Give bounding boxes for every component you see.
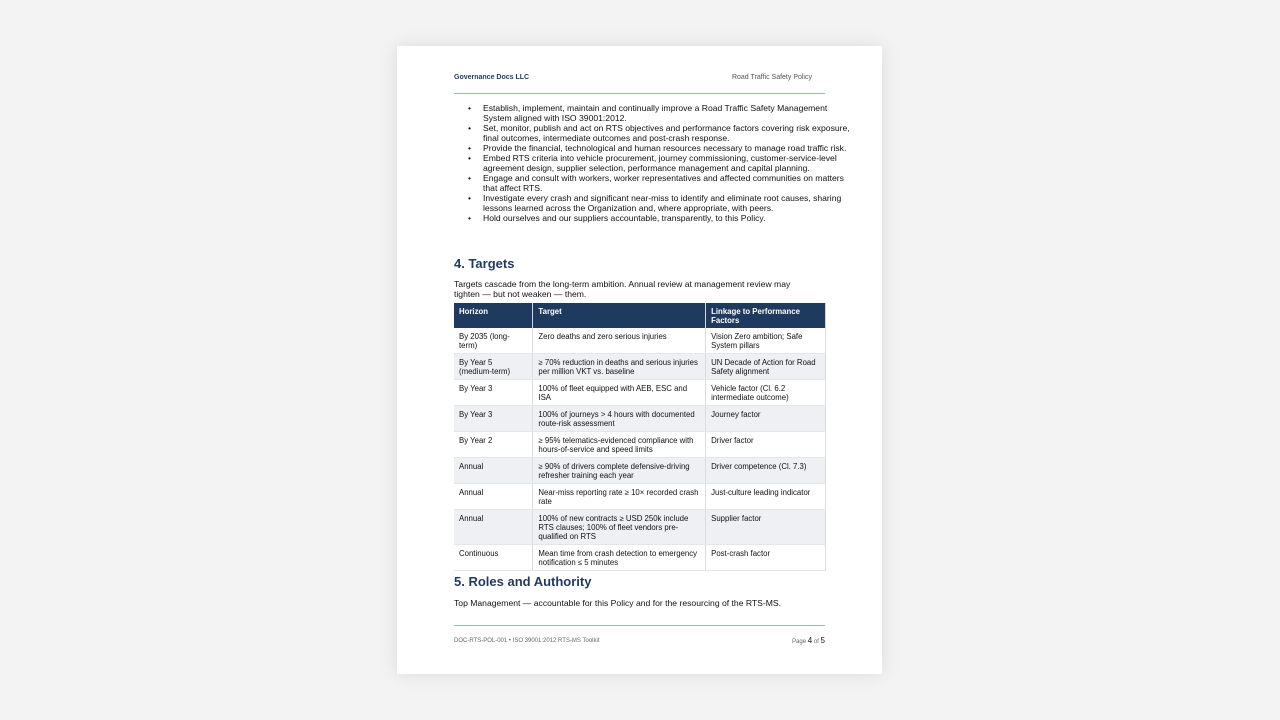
page-number	[792, 636, 825, 645]
of-label: of	[813, 639, 819, 645]
cell-horizon: By Year 2	[454, 432, 533, 458]
cell-target: Near-miss reporting rate ≥ 10× recorded crash rate	[533, 484, 706, 510]
cell-target: Mean time from crash detection to emergency notification ≤ 5 minutes	[533, 545, 706, 571]
targets-intro: Targets cascade from the long-term ambition. Annual review at management review may tighten — but not weaken — them.	[454, 279, 791, 299]
cell-target: 100% of new contracts ≥ USD 250k include RTS clauses; 100% of fleet vendors pre-qualified on RTS	[533, 510, 706, 545]
table-row	[454, 458, 826, 484]
table-row	[454, 432, 826, 458]
column-header-target: Target	[533, 303, 706, 328]
table-row	[454, 510, 826, 545]
page-current: 4	[807, 636, 813, 645]
targets-heading: 4. Targets	[454, 256, 515, 271]
cell-linkage: Supplier factor	[706, 510, 826, 545]
cell-linkage: UN Decade of Action for Road Safety alignment	[706, 354, 826, 380]
cell-linkage: Driver factor	[706, 432, 826, 458]
column-header-linkage: Linkage to Performance Factors	[706, 303, 826, 328]
cell-target: 100% of journeys > 4 hours with documented route-risk assessment	[533, 406, 706, 432]
table-row	[454, 380, 826, 406]
document-reference: DOC-RTS-POL-001 • ISO 39001:2012 RTS-MS Toolkit	[454, 638, 600, 644]
page-total: 5	[820, 636, 825, 645]
cell-target: ≥ 90% of drivers complete defensive-driving refresher training each year	[533, 458, 706, 484]
cell-horizon: Continuous	[454, 545, 533, 571]
table-row	[454, 406, 826, 432]
list-item: • Hold ourselves and our suppliers accountable, transparently, to this Policy.	[483, 213, 854, 223]
document-title: Road Traffic Safety Policy	[731, 74, 812, 81]
list-item: • Provide the financial, technological and human resources necessary to manage road traffic risk.	[483, 143, 854, 153]
cell-linkage: Just-culture leading indicator	[706, 484, 826, 510]
cell-horizon: Annual	[454, 510, 533, 545]
column-header-horizon: Horizon	[454, 303, 533, 328]
cell-horizon: By 2035 (long-term)	[454, 328, 533, 354]
roles-heading: 5. Roles and Authority	[454, 574, 592, 589]
list-item: • Establish, implement, maintain and continually improve a Road Traffic Safety Management System aligned with ISO 39001:2012.	[483, 103, 854, 123]
page-label: Page	[792, 639, 807, 645]
table-row	[454, 484, 826, 510]
cell-horizon: Annual	[454, 458, 533, 484]
list-item: • Investigate every crash and significant near-miss to identify and eliminate root causes, sharing lessons learned across the Organization and, where appropriate, with peers.	[483, 193, 854, 213]
cell-target: ≥ 70% reduction in deaths and serious injuries per million VKT vs. baseline	[533, 354, 706, 380]
cell-target: ≥ 95% telematics-evidenced compliance with hours-of-service and speed limits	[533, 432, 706, 458]
cell-horizon: By Year 3	[454, 380, 533, 406]
table-row	[454, 328, 826, 354]
cell-horizon: By Year 3	[454, 406, 533, 432]
page-header	[454, 74, 825, 94]
list-item: • Embed RTS criteria into vehicle procurement, journey commissioning, customer-service-level agreement design, supplier selection, performance management and capital planning.	[483, 153, 854, 173]
roles-text: Top Management — accountable for this Policy and for the resourcing of the RTS-MS.	[454, 598, 782, 608]
document-page	[397, 46, 882, 674]
list-item: • Engage and consult with workers, worker representatives and affected communities on matters that affect RTS.	[483, 173, 854, 193]
cell-linkage: Vision Zero ambition; Safe System pillars	[706, 328, 826, 354]
cell-target: Zero deaths and zero serious injuries	[533, 328, 706, 354]
table-row	[454, 354, 826, 380]
commitments-list	[454, 103, 854, 223]
table-header-row	[454, 303, 826, 328]
cell-linkage: Driver competence (Cl. 7.3)	[706, 458, 826, 484]
cell-horizon: Annual	[454, 484, 533, 510]
page-footer	[454, 625, 825, 646]
cell-linkage: Vehicle factor (Cl. 6.2 intermediate outcome)	[706, 380, 826, 406]
targets-table	[454, 303, 826, 571]
table-row	[454, 545, 826, 571]
cell-horizon: By Year 5 (medium-term)	[454, 354, 533, 380]
cell-linkage: Post-crash factor	[706, 545, 826, 571]
cell-target: 100% of fleet equipped with AEB, ESC and ISA	[533, 380, 706, 406]
cell-linkage: Journey factor	[706, 406, 826, 432]
list-item: • Set, monitor, publish and act on RTS objectives and performance factors covering risk exposure, final outcomes, intermediate outcomes and post-crash response.	[483, 123, 854, 143]
company-name: Governance Docs LLC	[454, 74, 530, 81]
